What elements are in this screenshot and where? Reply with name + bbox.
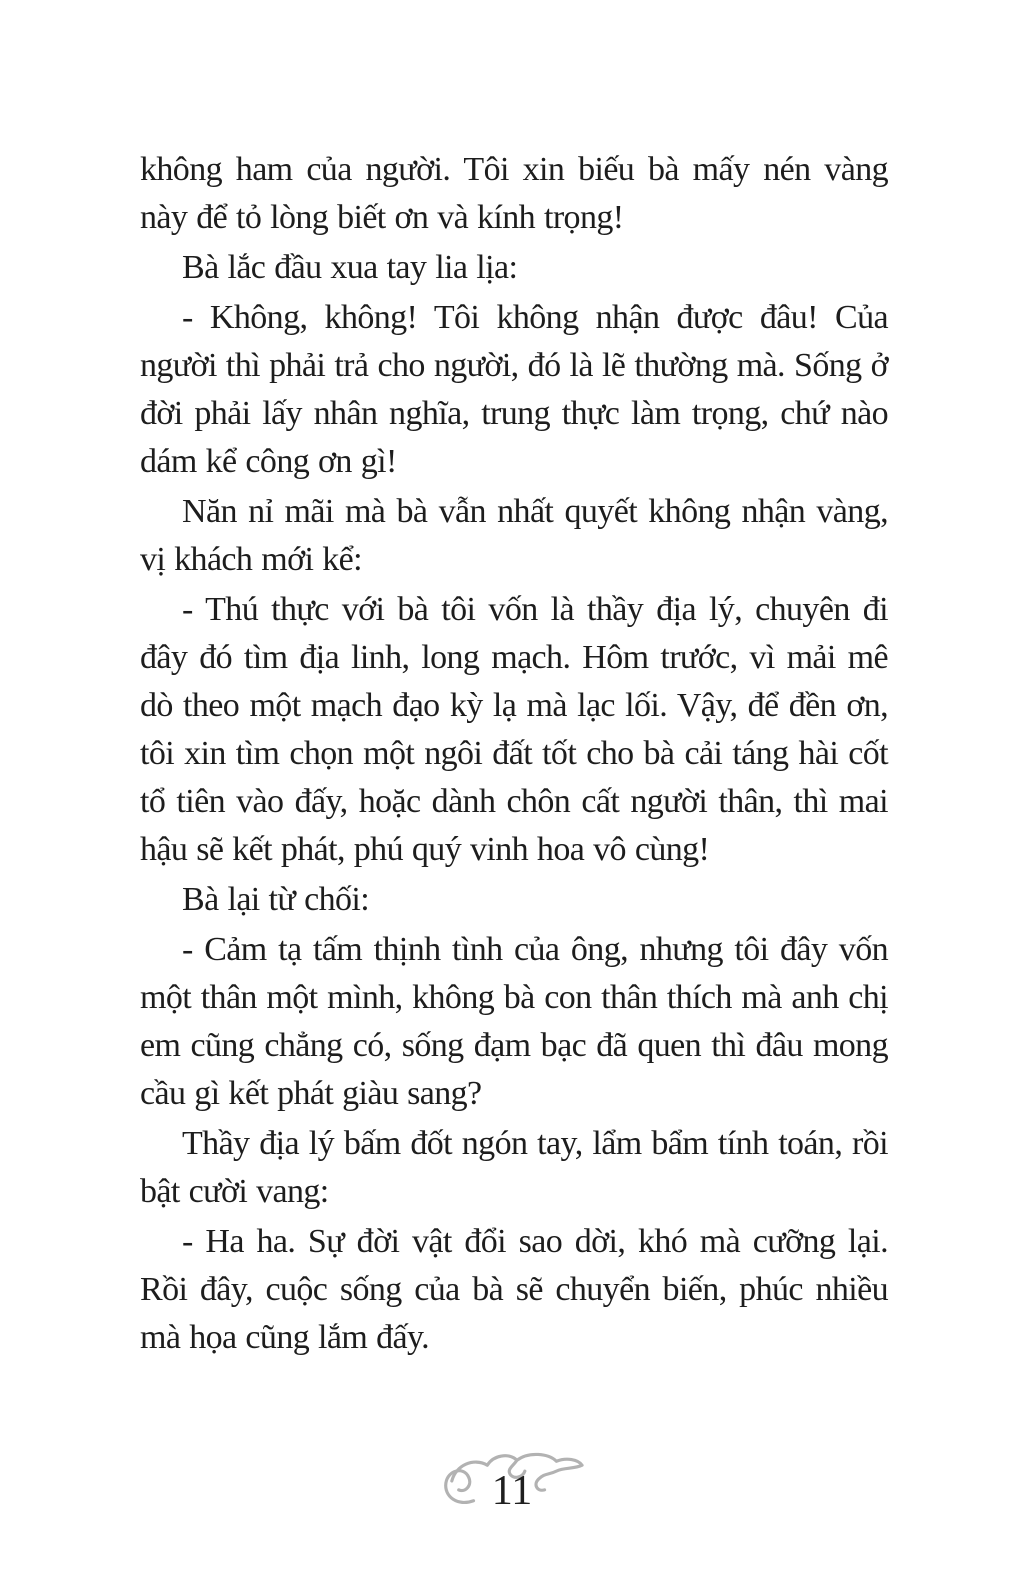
paragraph: Bà lắc đầu xua tay lia lịa: bbox=[182, 249, 518, 286]
paragraph: - Cảm tạ tấm thịnh tình của ông, nhưng tôi đây vốn một thân một mình, không bà con thân thích mà anh chị em cũng chẳng có, sống đạm bạc đã quen thì đâu mong cầu gì kết phát giàu sang? bbox=[140, 931, 888, 1112]
paragraph: - Ha ha. Sự đời vật đổi sao dời, khó mà cưỡng lại. Rồi đây, cuộc sống của bà sẽ chuyển biến, phúc nhiều mà họa cũng lắm đấy. bbox=[140, 1223, 888, 1356]
paragraph: không ham của người. Tôi xin biếu bà mấy nén vàng này để tỏ lòng biết ơn và kính trọng! bbox=[140, 151, 888, 236]
page-number: 11 bbox=[491, 1468, 533, 1514]
paragraph: - Không, không! Tôi không nhận được đâu! Của người thì phải trả cho người, đó là lẽ thường mà. Sống ở đời phải lấy nhân nghĩa, trung thực làm trọng, chứ nào dám kể công ơn gì! bbox=[140, 299, 888, 480]
paragraph: - Thú thực với bà tôi vốn là thầy địa lý, chuyên đi đây đó tìm địa linh, long mạch. Hôm trước, vì mải mê dò theo một mạch đạo kỳ lạ mà lạc lối. Vậy, để đền ơn, tôi xin tìm chọn một ngôi đất tốt cho bà cải táng hài cốt tổ tiên vào đấy, hoặc dành chôn cất người thân, thì mai hậu sẽ kết phát, phú quý vinh hoa vô cùng! bbox=[140, 591, 888, 868]
page-footer bbox=[432, 1440, 592, 1530]
paragraph: Thầy địa lý bấm đốt ngón tay, lẩm bẩm tính toán, rồi bật cười vang: bbox=[140, 1125, 888, 1210]
page-text bbox=[140, 146, 888, 1364]
paragraph: Bà lại từ chối: bbox=[182, 881, 370, 918]
paragraph: Năn nỉ mãi mà bà vẫn nhất quyết không nhận vàng, vị khách mới kể: bbox=[140, 493, 888, 578]
